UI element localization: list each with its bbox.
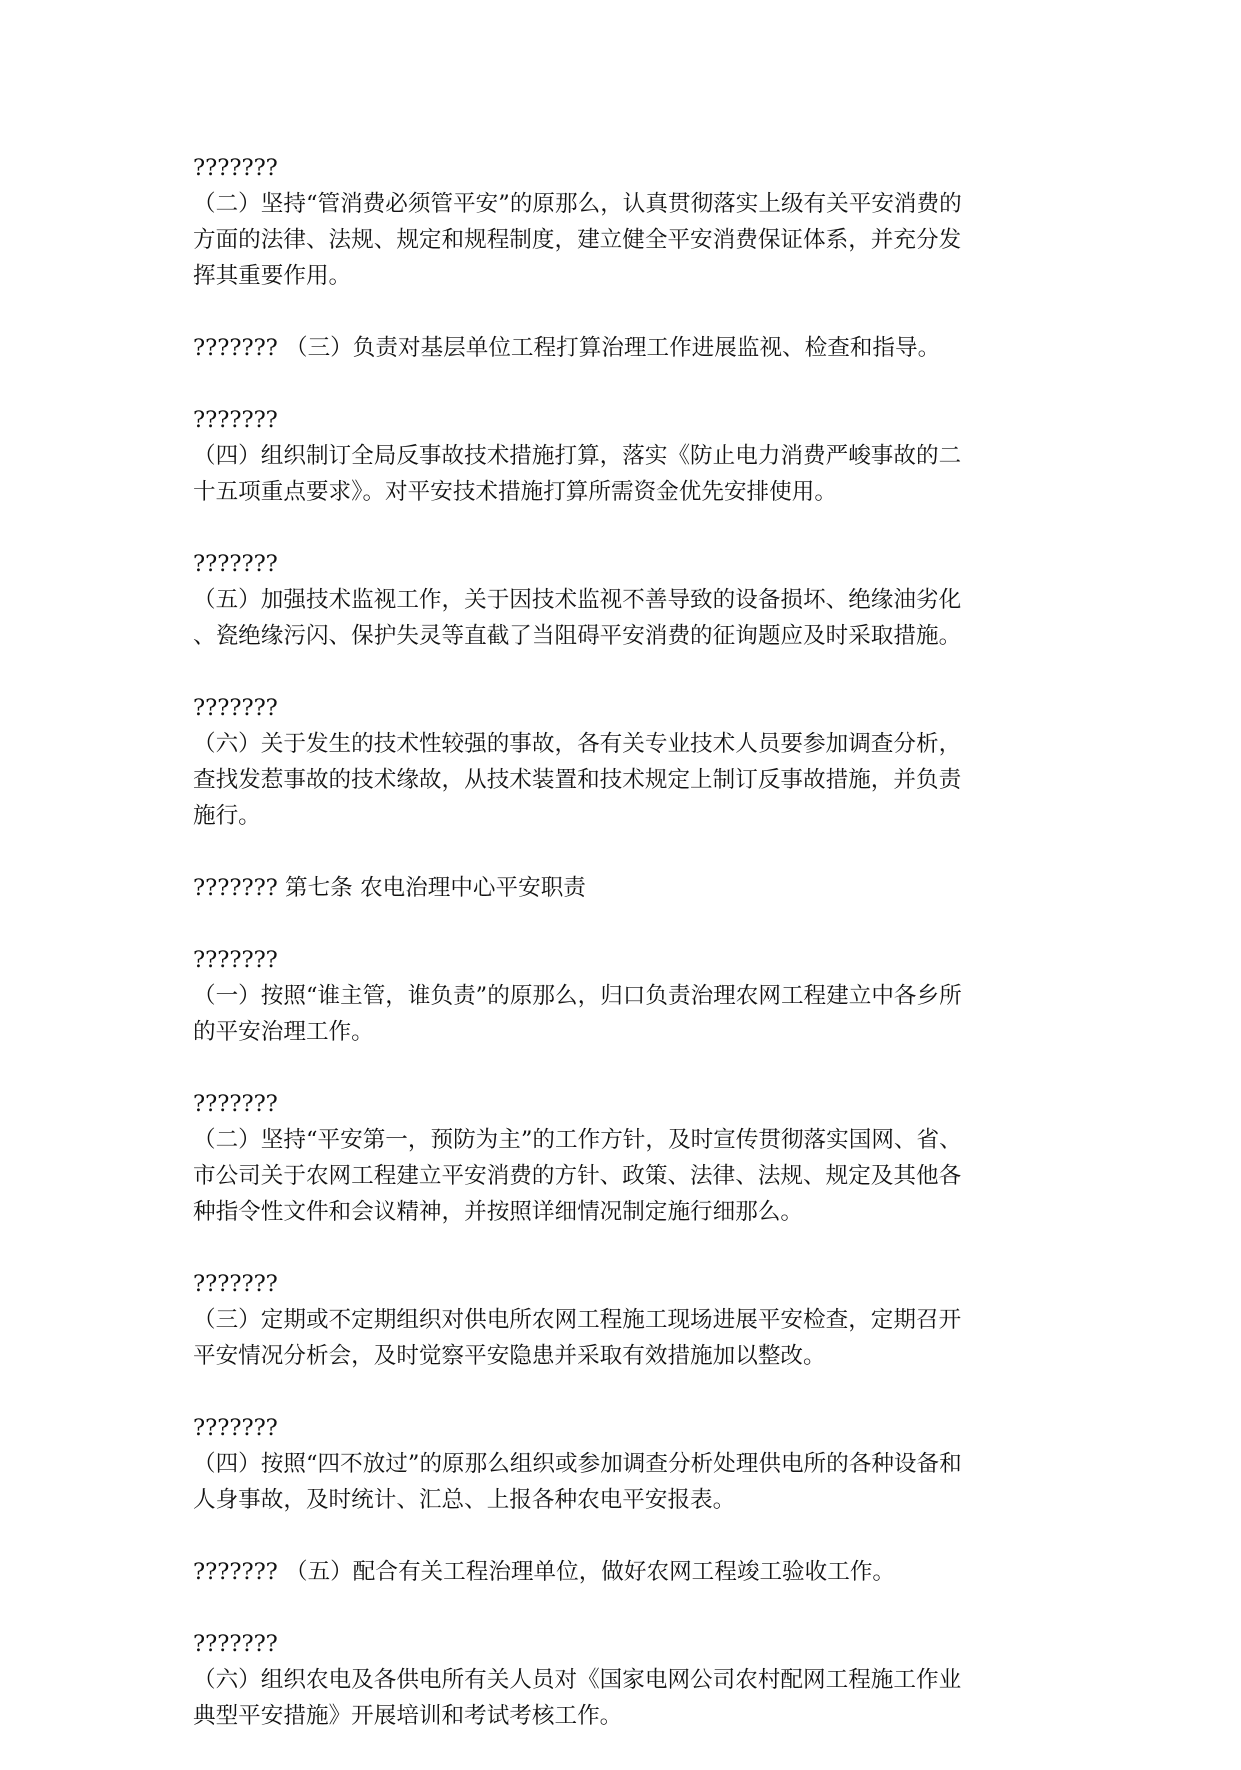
text-line: ??????? [193, 1271, 278, 1297]
paragraph [193, 1410, 1055, 1518]
text-line: （一）按照“谁主管，谁负责”的原那么，归口负责治理农网工程建立中各乡所 [193, 983, 962, 1009]
paragraph [193, 690, 1055, 834]
text-line: ??????? [193, 155, 278, 181]
text-line: ??????? [193, 407, 278, 433]
text-line: ??????? [193, 947, 278, 973]
paragraph [193, 330, 1055, 366]
text-line: ??????? （三）负责对基层单位工程打算治理工作进展监视、检查和指导。 [193, 335, 941, 361]
paragraph [193, 1626, 1055, 1734]
text-line: 的平安治理工作。 [193, 1019, 374, 1045]
text-line: 、瓷绝缘污闪、保护失灵等直截了当阻碍平安消费的征询题应及时采取措施。 [193, 623, 962, 649]
text-line: （四）组织制订全局反事故技术措施打算，落实《防止电力消费严峻事故的二 [193, 443, 962, 469]
text-line: 人身事故，及时统计、汇总、上报各种农电平安报表。 [193, 1487, 736, 1513]
paragraph [193, 402, 1055, 510]
paragraph [193, 942, 1055, 1050]
text-line: ??????? [193, 1415, 278, 1441]
text-line: 查找发惹事故的技术缘故，从技术装置和技术规定上制订反事故措施，并负责 [193, 767, 962, 793]
text-line: ??????? （五）配合有关工程治理单位，做好农网工程竣工验收工作。 [193, 1559, 896, 1585]
paragraph [193, 546, 1055, 654]
text-line: （三）定期或不定期组织对供电所农网工程施工现场进展平安检查，定期召开 [193, 1307, 962, 1333]
text-line: （二）坚持“管消费必须管平安”的原那么，认真贯彻落实上级有关平安消费的 [193, 191, 962, 217]
text-line: （六）组织农电及各供电所有关人员对《国家电网公司农村配网工程施工作业 [193, 1667, 962, 1693]
text-line: 市公司关于农网工程建立平安消费的方针、政策、法律、法规、规定及其他各 [193, 1163, 962, 1189]
text-line: （二）坚持“平安第一，预防为主”的工作方针，及时宣传贯彻落实国网、省、 [193, 1127, 962, 1153]
paragraph [193, 1554, 1055, 1590]
document-body [193, 150, 1055, 1770]
text-line: 典型平安措施》开展培训和考试考核工作。 [193, 1703, 623, 1729]
text-line: 十五项重点要求》。对平安技术措施打算所需资金优先安排使用。 [193, 479, 837, 505]
paragraph [193, 870, 1055, 906]
paragraph [193, 1086, 1055, 1230]
text-line: 挥其重要作用。 [193, 263, 352, 289]
text-line: 施行。 [193, 803, 261, 829]
text-line: （四）按照“四不放过”的原那么组织或参加调查分析处理供电所的各种设备和 [193, 1451, 962, 1477]
text-line: 平安情况分析会，及时觉察平安隐患并采取有效措施加以整改。 [193, 1343, 826, 1369]
text-line: ??????? 第七条 农电治理中心平安职责 [193, 875, 586, 901]
text-line: ??????? [193, 551, 278, 577]
text-line: （五）加强技术监视工作，关于因技术监视不善导致的设备损坏、绝缘油劣化 [193, 587, 962, 613]
text-line: ??????? [193, 1631, 278, 1657]
paragraph [193, 150, 1055, 294]
text-line: （六）关于发生的技术性较强的事故，各有关专业技术人员要参加调查分析， [193, 731, 962, 757]
text-line: ??????? [193, 1091, 278, 1117]
text-line: ??????? [193, 695, 278, 721]
text-line: 方面的法律、法规、规定和规程制度，建立健全平安消费保证体系，并充分发 [193, 227, 962, 253]
text-line: 种指令性文件和会议精神，并按照详细情况制定施行细那么。 [193, 1199, 804, 1225]
paragraph [193, 1266, 1055, 1374]
